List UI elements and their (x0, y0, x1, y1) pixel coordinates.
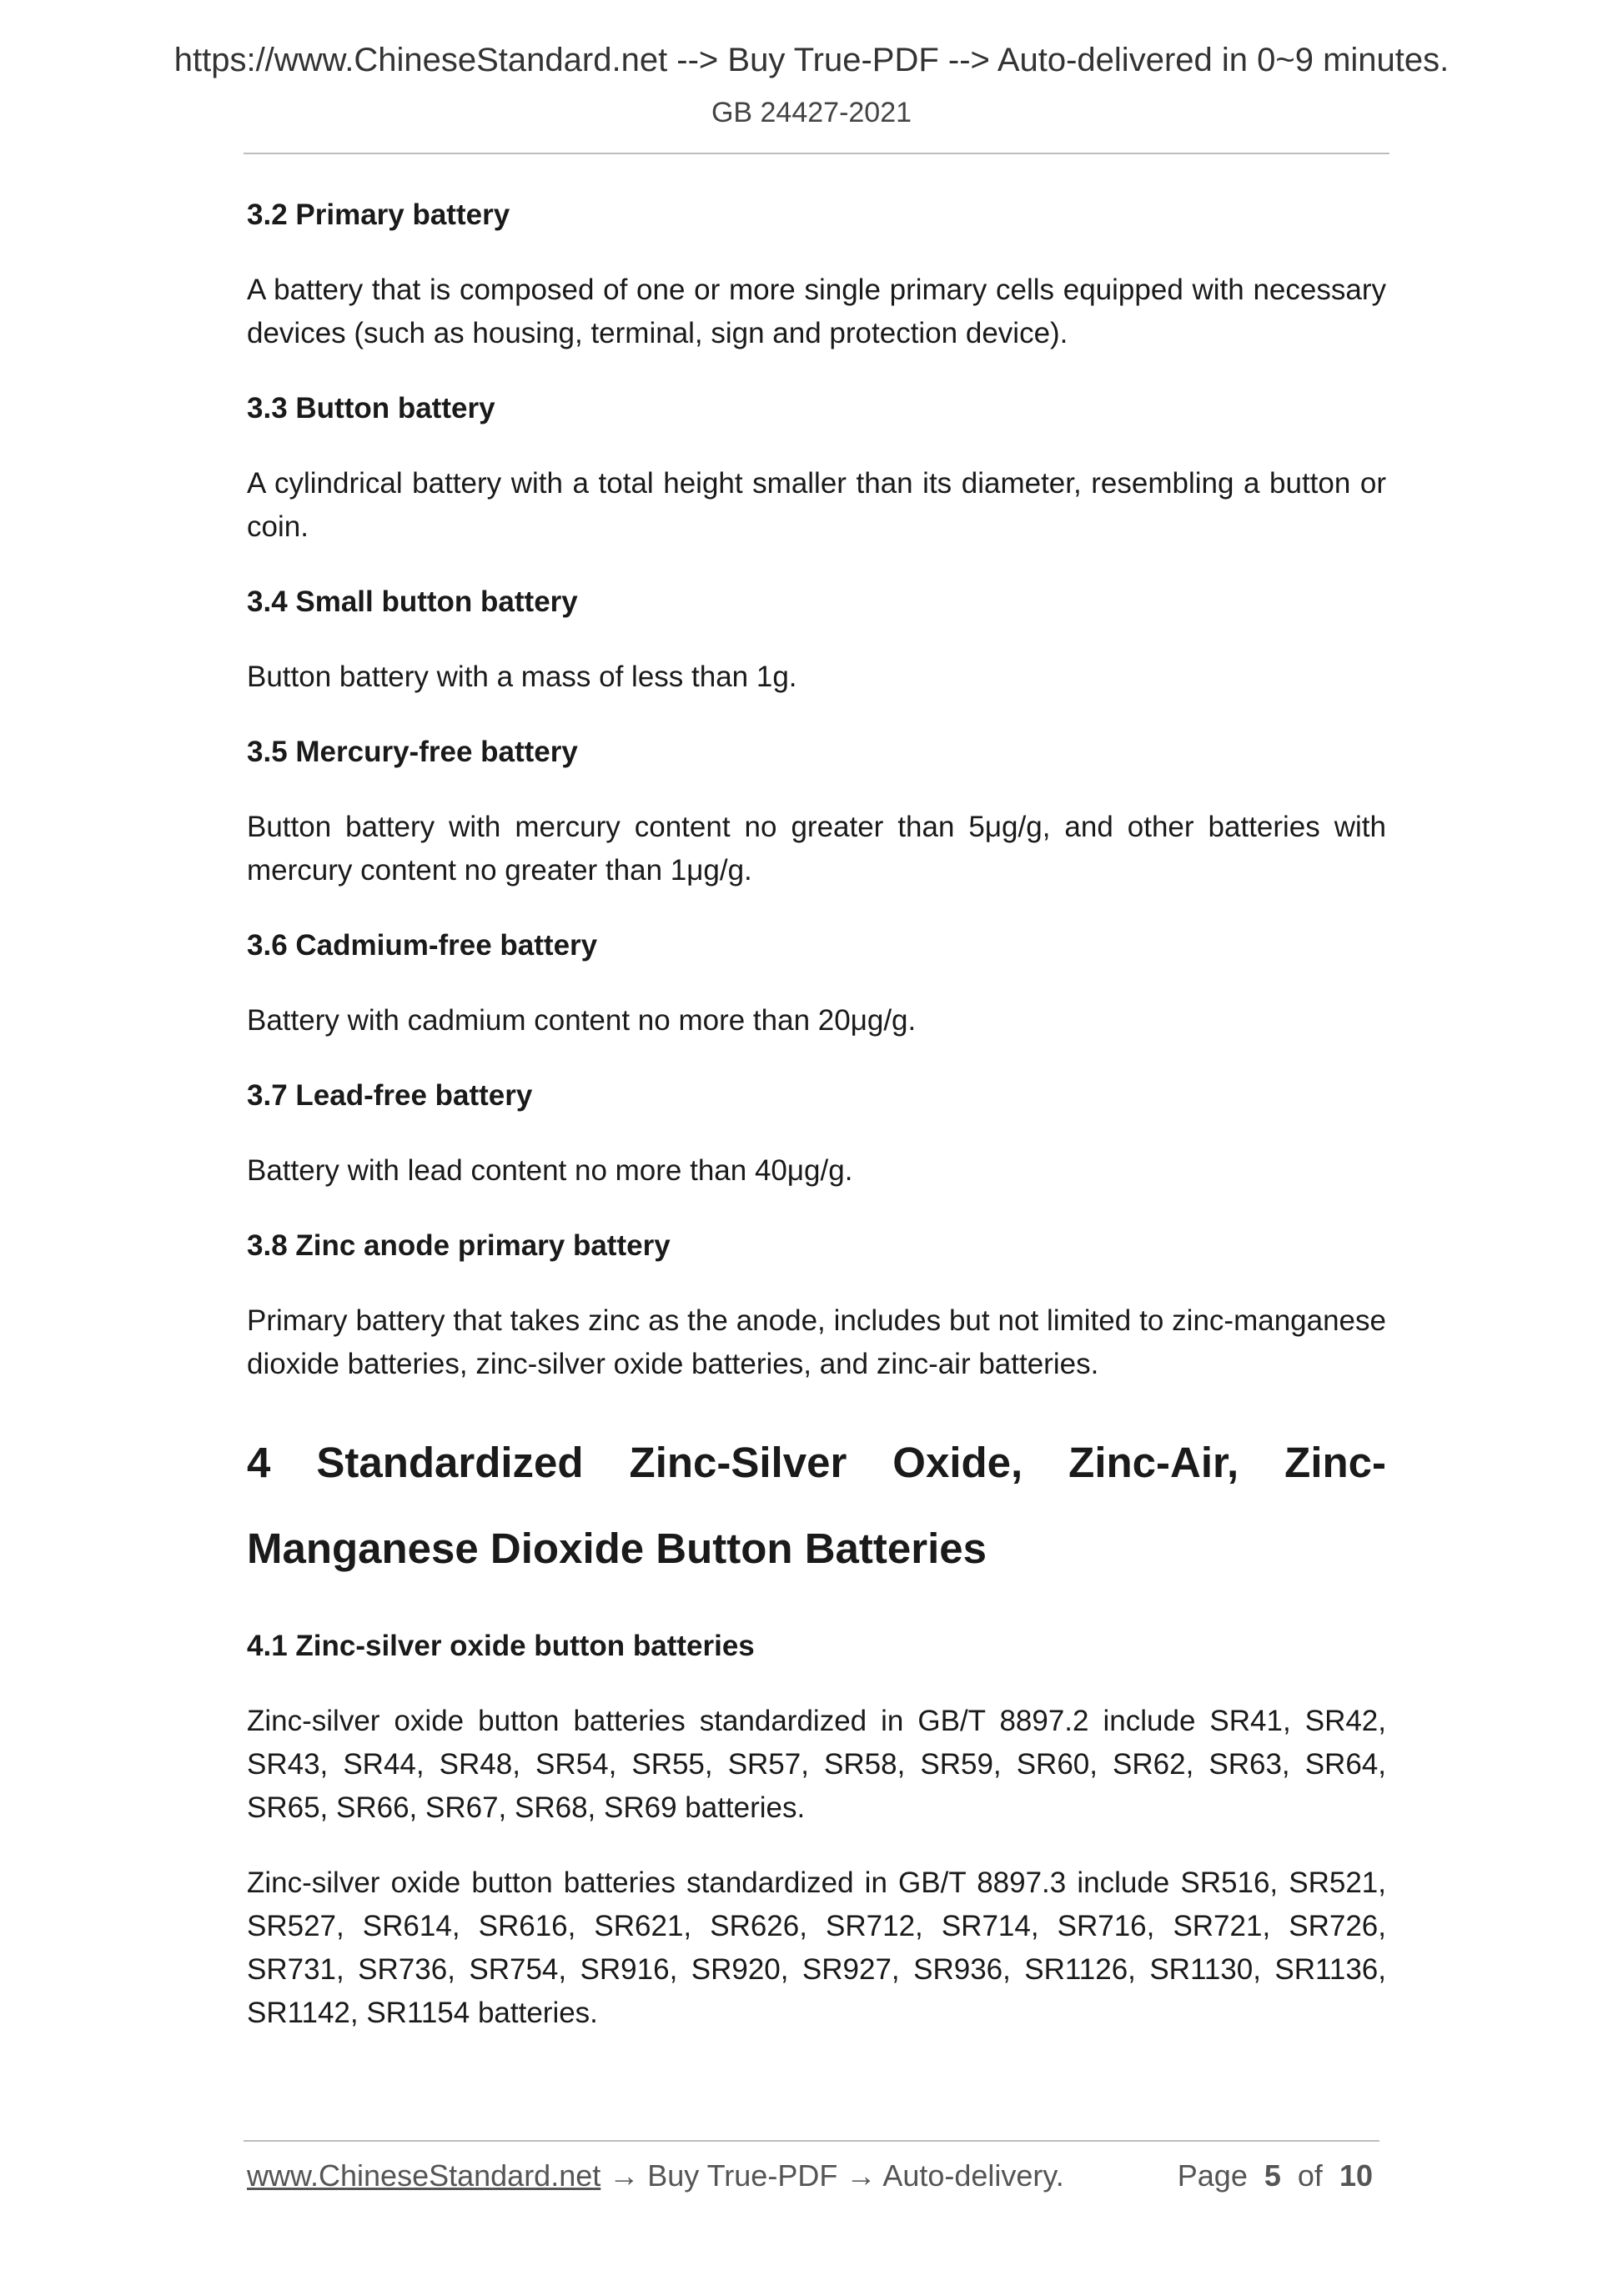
page-footer (247, 2158, 1379, 2200)
footer-left (247, 2158, 1064, 2193)
heading-3-6: 3.6 Cadmium-free battery (247, 929, 598, 962)
heading-3-4: 3.4 Small button battery (247, 585, 578, 618)
heading-3-5: 3.5 Mercury-free battery (247, 736, 578, 768)
footer-tail-text: → Buy True-PDF → Auto-delivery. (600, 2158, 1064, 2193)
page-total: 10 (1339, 2158, 1373, 2193)
paragraph-3-4: Button battery with a mass of less than 1g. (247, 661, 797, 693)
header-url-line: https://www.ChineseStandard.net --> Buy True-PDF --> Auto-delivered in 0~9 minutes. (173, 42, 1450, 78)
heading-3-3: 3.3 Button battery (247, 392, 495, 425)
paragraph-4-1-b: Zinc-silver oxide button batteries standardized in GB/T 8897.3 include SR516, SR521, SR527, SR614, SR616, SR621, SR626, SR712, SR714, SR716, SR721, SR726, SR731, SR736, SR754, SR916, SR920, SR927, SR936, SR1126, SR1130, SR1136, SR1142, SR1154 batteries. (247, 1866, 1386, 2029)
page-indicator (1178, 2158, 1373, 2193)
heading-section-4: 4 Standardized Zinc-Silver Oxide, Zinc-Air, Zinc-Manganese Dioxide Button Batteries (247, 1439, 1386, 1572)
paragraph-3-5: Button battery with mercury content no greater than 5μg/g, and other batteries with mercury content no greater than 1μg/g. (247, 811, 1386, 887)
page-number: 5 (1264, 2158, 1281, 2193)
paragraph-3-2: A battery that is composed of one or more single primary cells equipped with necessary devices (such as housing, terminal, sign and protection device). (247, 274, 1386, 349)
page-of-label: of (1297, 2158, 1323, 2193)
footer-divider (244, 2140, 1379, 2142)
paragraph-3-7: Battery with lead content no more than 40μg/g. (247, 1154, 853, 1187)
paragraph-4-1-a: Zinc-silver oxide button batteries standardized in GB/T 8897.2 include SR41, SR42, SR43, SR44, SR48, SR54, SR55, SR57, SR58, SR59, SR60, SR62, SR63, SR64, SR65, SR66, SR67, SR68, SR69 batteries. (247, 1705, 1386, 1824)
paragraph-3-6: Battery with cadmium content no more than 20μg/g. (247, 1004, 917, 1037)
footer-site-link[interactable]: www.ChineseStandard.net (247, 2158, 601, 2193)
document-body (247, 193, 1386, 2067)
heading-4-1: 4.1 Zinc-silver oxide button batteries (247, 1630, 755, 1662)
document-code: GB 24427-2021 (711, 97, 912, 128)
page-label: Page (1177, 2158, 1248, 2193)
heading-3-7: 3.7 Lead-free battery (247, 1079, 533, 1112)
paragraph-3-8: Primary battery that takes zinc as the anode, includes but not limited to zinc-manganese dioxide batteries, zinc-silver oxide batteries, and zinc-air batteries. (247, 1304, 1386, 1380)
paragraph-3-3: A cylindrical battery with a total height smaller than its diameter, resembling a button or coin. (247, 467, 1386, 543)
header-divider (244, 153, 1389, 154)
heading-3-2: 3.2 Primary battery (247, 198, 510, 231)
heading-3-8: 3.8 Zinc anode primary battery (247, 1229, 671, 1262)
